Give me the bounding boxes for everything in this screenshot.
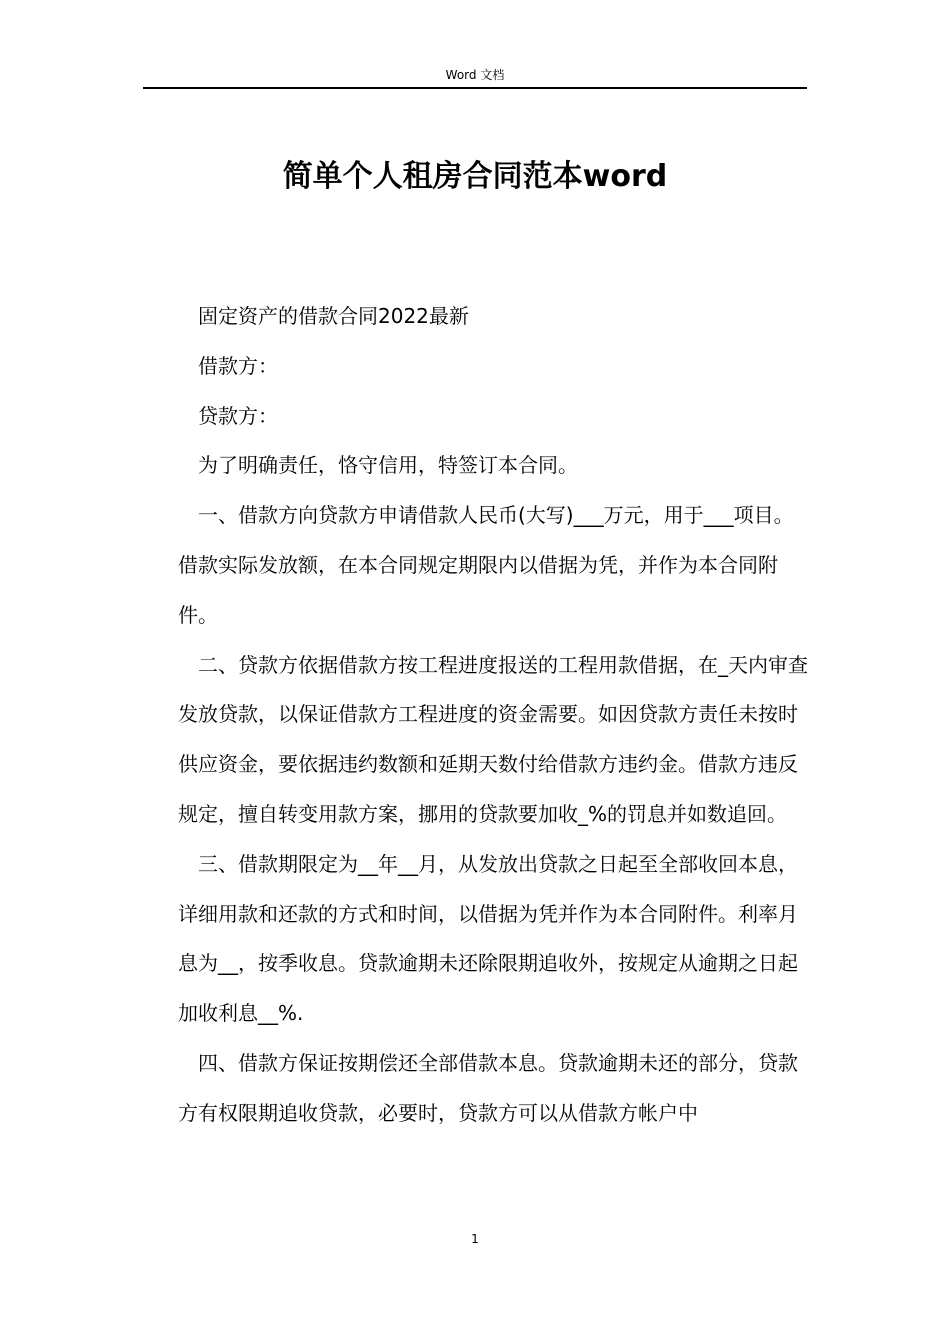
- page-header: Word 文档: [445, 68, 505, 82]
- paragraph-preamble: 为了明确责任，恪守信用，特签订本合同。: [198, 453, 578, 478]
- paragraph-clause-4: 四、借款方保证按期偿还全部借款本息。贷款逾期未还的部分，贷款方有权限期追收贷款，必要时，贷款方可以从借款方帐户中: [178, 1050, 798, 1125]
- document-body: [178, 292, 810, 1139]
- header-divider: [143, 87, 807, 89]
- paragraph-borrower: 借款方：: [198, 353, 278, 378]
- page-number: 1: [471, 1232, 479, 1246]
- paragraph-clause-3: 三、借款期限定为__年__月，从发放出贷款之日起至全部收回本息，详细用款和还款的方式和时间，以借据为凭并作为本合同附件。利率月息为__，按季收息。贷款逾期未还除限期追收外，按规定从逾期之日起加收利息__%.: [178, 851, 798, 1026]
- document-title: 简单个人租房合同范本word: [282, 159, 668, 194]
- paragraph-subtitle: 固定资产的借款合同2022最新: [198, 304, 469, 328]
- paragraph-clause-2: 二、贷款方依据借款方按工程进度报送的工程用款借据，在_天内审查发放贷款，以保证借款方工程进度的资金需要。如因贷款方责任未按时供应资金，要依据违约数额和延期天数付给借款方违约金。借款方违反规定，擅自转变用款方案，挪用的贷款要加收_%的罚息并如数追回。: [178, 652, 808, 826]
- paragraph-lender: 贷款方：: [198, 403, 278, 428]
- paragraph-clause-1: 一、借款方向贷款方申请借款人民币(大写)___万元，用于___项目。借款实际发放额，在本合同规定期限内以借据为凭，并作为本合同附件。: [178, 503, 794, 627]
